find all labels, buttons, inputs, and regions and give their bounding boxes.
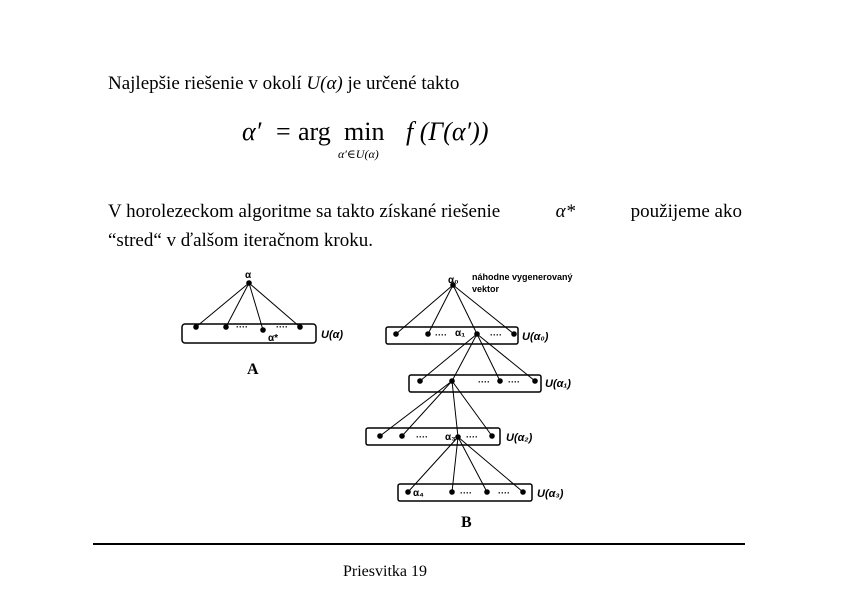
diagram-b-dots: ···· [435, 330, 447, 340]
diagram-b-dots: ···· [490, 330, 502, 340]
diagram-a-node [298, 325, 303, 330]
diagram-a-node [194, 325, 199, 330]
diagram-a-root-label: α [245, 270, 252, 281]
diagram-b-best-node [475, 332, 480, 337]
diagram-b-level1-best-label: α₁ [455, 328, 466, 339]
diagram-a-dots: ···· [236, 322, 248, 332]
diagram-b-level4-best-label: α₄ [413, 488, 424, 499]
diagram-b-best-node [450, 379, 455, 384]
formula-arg: arg [298, 117, 331, 146]
diagram-b-node [378, 434, 383, 439]
diagram-b-node [426, 332, 431, 337]
diagram-b-dots: ···· [466, 432, 478, 442]
diagram-b-dots: ···· [498, 488, 510, 498]
diagram-b-node [400, 434, 405, 439]
para-alpha-star: α* [555, 201, 576, 222]
diagram-b [366, 283, 541, 501]
para-line1-before: V horolezeckom algoritme sa takto získané riešenie [108, 201, 501, 222]
formula-rhs: f (Γ(α′)) [406, 117, 489, 146]
diagram-b-node [450, 490, 455, 495]
diagram-a-root-node [247, 281, 252, 286]
diagram-b-level3-box [366, 428, 500, 445]
para-line2: “stred“ v ďalšom iteračnom kroku. [108, 230, 374, 251]
para-line1-after: použijeme ako [630, 201, 742, 222]
diagram-a-neighborhood-box [182, 324, 316, 343]
diagram-b-root-label: α₀ [448, 275, 459, 286]
diagram-b-node [498, 379, 503, 384]
diagram-a [182, 281, 316, 343]
diagram-a-best-node [261, 328, 266, 333]
formula-lhs: α′ [242, 117, 262, 146]
diagram-b-node [521, 490, 526, 495]
formula-subscript: α′∈U(α) [338, 147, 379, 161]
diagram-b-node [485, 490, 490, 495]
diagram-b-dots: ···· [416, 432, 428, 442]
diagram-b-node [490, 434, 495, 439]
formula-eq: = [276, 117, 291, 146]
diagram-b-node [394, 332, 399, 337]
diagram-b-note-line1: náhodne vygenerovaný [472, 272, 573, 282]
intro-text-after: je určené takto [342, 73, 460, 94]
diagram-b-node [533, 379, 538, 384]
diagram-a-dots: ···· [276, 322, 288, 332]
diagram-b-level2-label: U(α₁) [545, 378, 571, 390]
diagram-b-level3-best-label: α₃ [445, 432, 456, 443]
footer-divider [93, 543, 745, 545]
intro-neighborhood: U(α) [306, 73, 343, 94]
diagram-b-level3-label: U(α₂) [506, 432, 533, 444]
diagram-b-dots: ···· [508, 377, 520, 387]
formula-min: min [344, 117, 385, 146]
diagram-b-node [512, 332, 517, 337]
diagram-b-best-node [406, 490, 411, 495]
diagram-b-dots: ···· [478, 377, 490, 387]
diagram-b-caption: B [461, 514, 472, 531]
diagram-b-note-line2: vektor [472, 284, 500, 294]
diagram-a-best-label: α* [268, 333, 279, 344]
diagram-b-level2-box [409, 375, 541, 392]
diagram-b-best-node [456, 435, 461, 440]
diagram-a-neighborhood-label: U(α) [321, 329, 344, 341]
diagram-b-level4-label: U(α₃) [537, 488, 564, 500]
diagram-b-dots: ···· [460, 488, 472, 498]
diagram-a-node [224, 325, 229, 330]
diagram-a-caption: A [247, 361, 259, 378]
intro-text-before: Najlepšie riešenie v okolí [108, 73, 307, 94]
diagram-b-level1-label: U(α₀) [522, 331, 549, 343]
slide-number: Priesvitka 19 [343, 563, 427, 580]
diagram-b-node [418, 379, 423, 384]
